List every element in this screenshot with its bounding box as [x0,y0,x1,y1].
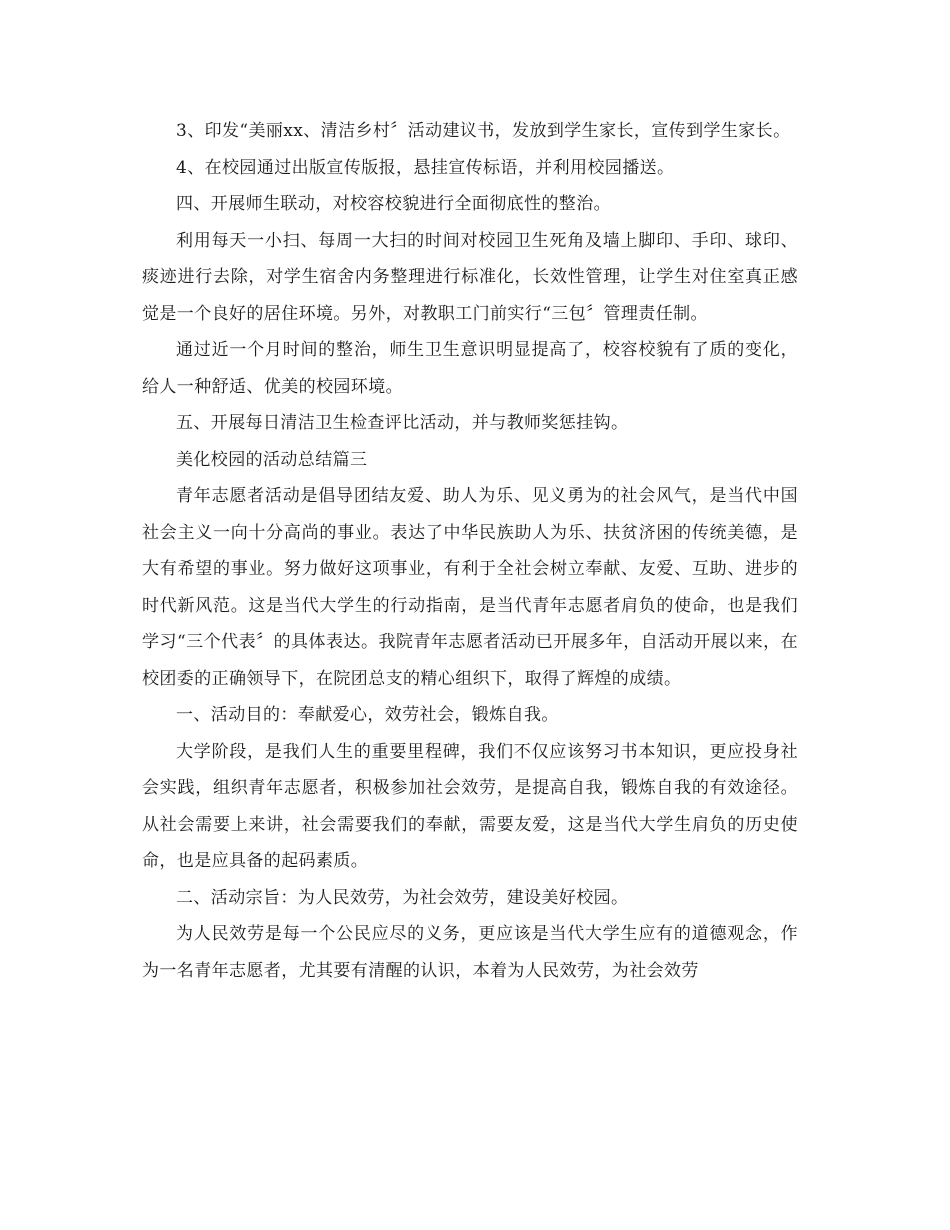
paragraph: 4、在校园通过出版宣传版报，悬挂宣传标语，并利用校园播送。 [176,157,675,178]
section-heading: 五、开展每日清洁卫生检查评比活动，并与教师奖惩挂钩。 [176,413,629,433]
section-heading: 二、活动宗旨：为人民效劳，为社会效劳，建设美好校园。 [176,887,629,908]
article-title: 美化校园的活动总结篇三 [176,449,368,470]
paragraph: 为人民效劳是每一个公民应尽的义务，更应该是当代大学生应有的道德观念，作为一名青年志愿者，尤其要有清醒的认识，本着为人民效劳，为社会效劳 [142,924,798,981]
section-heading: 四、开展师生联动，对校容校貌进行全面彻底性的整治。 [176,194,611,214]
paragraph: 3、印发“美丽xx、清洁乡村〞活动建议书，发放到学生家长，宣传到学生家长。 [176,121,791,141]
paragraph: 通过近一个月时间的整治，师生卫生意识明显提高了，校容校貌有了质的变化，给人一种舒适、优美的校园环境。 [142,340,798,397]
paragraph: 利用每天一小扫、每周一大扫的时间对校园卫生死角及墙上脚印、手印、球印、痰迹进行去除，对学生宿舍内务整理进行标准化，长效性管理，让学生对住室真正感觉是一个良好的居住环境。另外，对教职工门前实行“三包〞管理责任制。 [142,230,798,324]
paragraph: 大学阶段，是我们人生的重要里程碑，我们不仅应该努习书本知识，更应投身社会实践，组织青年志愿者，积极参加社会效劳，是提高自我，锻炼自我的有效途径。从社会需要上来讲，社会需要我们的奉献，需要友爱，这是当代大学生肩负的历史使命，也是应具备的起码素质。 [142,741,798,871]
document-page [142,113,798,989]
paragraph: 青年志愿者活动是倡导团结友爱、助人为乐、见义勇为的社会风气，是当代中国社会主义一向十分高尚的事业。表达了中华民族助人为乐、扶贫济困的传统美德，是大有希望的事业。努力做好这项事业，有利于全社会树立奉献、友爱、互助、进步的时代新风范。这是当代大学生的行动指南，是当代青年志愿者肩负的使命，也是我们学习“三个代表〞的具体表达。我院青年志愿者活动已开展多年，自活动开展以来，在校团委的正确领导下，在院团总支的精心组织下，取得了辉煌的成绩。 [142,486,798,689]
section-heading: 一、活动目的：奉献爱心，效劳社会，锻炼自我。 [176,705,559,725]
